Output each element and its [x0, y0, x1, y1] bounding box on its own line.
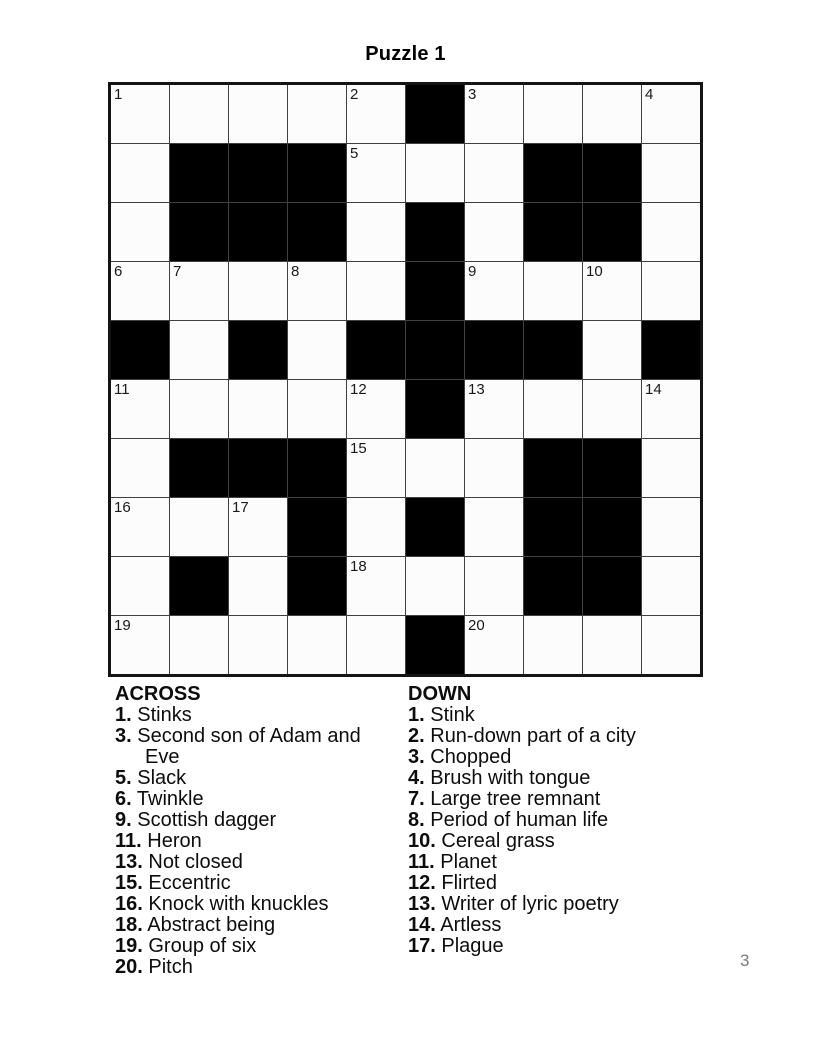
black-cell	[288, 203, 346, 261]
clue-number: 9.	[115, 809, 132, 831]
clue-number: 16.	[115, 893, 143, 915]
white-cell	[111, 498, 169, 556]
clue-item: 5. Slack	[115, 767, 187, 789]
page-number: 3	[740, 951, 750, 970]
clue-number: 15.	[115, 872, 143, 894]
white-cell	[229, 85, 287, 143]
white-cell	[642, 85, 700, 143]
clue-number: 20.	[115, 956, 143, 978]
black-cell	[406, 203, 464, 261]
white-cell	[347, 557, 405, 615]
clue-item: 13. Not closed	[115, 851, 243, 873]
clue-item: 1. Stinks	[115, 704, 192, 726]
cell-number: 4	[645, 86, 654, 103]
white-cell	[465, 557, 523, 615]
clue-number: 11.	[115, 830, 142, 852]
black-cell	[524, 557, 582, 615]
black-cell	[170, 439, 228, 497]
clue-number: 5.	[115, 767, 132, 789]
down-clues-section	[408, 684, 700, 957]
black-cell	[406, 616, 464, 674]
clue-number: 19.	[115, 935, 143, 957]
white-cell	[170, 85, 228, 143]
clue-item: 9. Scottish dagger	[115, 809, 277, 831]
black-cell	[406, 85, 464, 143]
clue-item: 2. Run-down part of a city	[408, 725, 636, 747]
white-cell	[642, 262, 700, 320]
across-clue-list	[115, 705, 389, 978]
clue-item: 12. Flirted	[408, 872, 497, 894]
black-cell	[465, 321, 523, 379]
black-cell	[229, 321, 287, 379]
clue-item: 15. Eccentric	[115, 872, 231, 894]
white-cell	[288, 321, 346, 379]
clue-number: 13.	[408, 893, 436, 915]
black-cell	[288, 557, 346, 615]
black-cell	[347, 321, 405, 379]
cell-number: 16	[114, 499, 131, 516]
white-cell	[642, 498, 700, 556]
clue-number: 2.	[408, 725, 425, 747]
white-cell	[406, 144, 464, 202]
cell-number: 8	[291, 263, 300, 280]
white-cell	[170, 498, 228, 556]
clue-number: 12.	[408, 872, 436, 894]
white-cell	[229, 380, 287, 438]
clue-number: 11.	[408, 851, 435, 873]
white-cell	[583, 616, 641, 674]
white-cell	[170, 262, 228, 320]
clue-number: 6.	[115, 788, 132, 810]
white-cell	[406, 557, 464, 615]
white-cell	[170, 321, 228, 379]
white-cell	[642, 380, 700, 438]
clue-number: 1.	[115, 704, 132, 726]
clue-item: 10. Cereal grass	[408, 830, 555, 852]
white-cell	[111, 144, 169, 202]
white-cell	[583, 321, 641, 379]
white-cell	[347, 203, 405, 261]
white-cell	[465, 439, 523, 497]
white-cell	[583, 380, 641, 438]
clue-number: 10.	[408, 830, 436, 852]
clue-item: 4. Brush with tongue	[408, 767, 591, 789]
clue-item: 18. Abstract being	[115, 914, 276, 936]
clue-item: 13. Writer of lyric poetry	[408, 893, 619, 915]
cell-number: 13	[468, 381, 485, 398]
white-cell	[465, 203, 523, 261]
clue-item: 11. Heron	[115, 830, 202, 852]
white-cell	[347, 144, 405, 202]
cell-number: 6	[114, 263, 123, 280]
white-cell	[229, 616, 287, 674]
crossword-grid	[108, 82, 703, 677]
cell-number: 2	[350, 86, 359, 103]
clue-item: 20. Pitch	[115, 956, 193, 978]
white-cell	[111, 85, 169, 143]
white-cell	[524, 380, 582, 438]
clue-item: 3. Second son of Adam and Eve	[115, 725, 361, 768]
clue-item: 17. Plague	[408, 935, 504, 957]
white-cell	[288, 262, 346, 320]
clue-number: 3.	[115, 725, 132, 747]
white-cell	[642, 144, 700, 202]
black-cell	[229, 203, 287, 261]
black-cell	[170, 144, 228, 202]
cell-number: 11	[114, 381, 130, 398]
cell-number: 15	[350, 440, 367, 457]
white-cell	[406, 439, 464, 497]
white-cell	[465, 616, 523, 674]
cell-number: 19	[114, 617, 131, 634]
white-cell	[465, 380, 523, 438]
clue-number: 4.	[408, 767, 425, 789]
white-cell	[347, 85, 405, 143]
white-cell	[347, 498, 405, 556]
black-cell	[524, 439, 582, 497]
clue-number: 14.	[408, 914, 436, 936]
cell-number: 14	[645, 381, 662, 398]
clue-number: 13.	[115, 851, 143, 873]
black-cell	[406, 321, 464, 379]
white-cell	[642, 203, 700, 261]
white-cell	[583, 85, 641, 143]
clue-item: 14. Artless	[408, 914, 502, 936]
white-cell	[347, 616, 405, 674]
clue-item: 7. Large tree remnant	[408, 788, 601, 810]
white-cell	[111, 203, 169, 261]
black-cell	[583, 557, 641, 615]
black-cell	[642, 321, 700, 379]
white-cell	[347, 262, 405, 320]
across-header: ACROSS	[115, 683, 201, 705]
clue-number: 18.	[115, 914, 143, 936]
white-cell	[347, 380, 405, 438]
black-cell	[524, 144, 582, 202]
black-cell	[288, 439, 346, 497]
white-cell	[288, 616, 346, 674]
cell-number: 9	[468, 263, 477, 280]
cell-number: 7	[173, 263, 182, 280]
black-cell	[583, 439, 641, 497]
cell-number: 17	[232, 499, 249, 516]
white-cell	[465, 498, 523, 556]
across-clues-section	[115, 684, 389, 978]
white-cell	[111, 616, 169, 674]
white-cell	[111, 380, 169, 438]
black-cell	[524, 203, 582, 261]
cell-number: 5	[350, 145, 359, 162]
cell-number: 20	[468, 617, 485, 634]
white-cell	[288, 380, 346, 438]
clue-number: 17.	[408, 935, 436, 957]
black-cell	[170, 557, 228, 615]
cell-number: 10	[586, 263, 603, 280]
black-cell	[288, 144, 346, 202]
white-cell	[170, 616, 228, 674]
cell-number: 3	[468, 86, 477, 103]
white-cell	[111, 557, 169, 615]
page-title: Puzzle 1	[365, 43, 446, 65]
cell-number: 18	[350, 558, 367, 575]
down-clue-list	[408, 705, 700, 957]
black-cell	[229, 144, 287, 202]
black-cell	[111, 321, 169, 379]
black-cell	[170, 203, 228, 261]
clue-item: 8. Period of human life	[408, 809, 609, 831]
white-cell	[229, 498, 287, 556]
clue-number: 8.	[408, 809, 425, 831]
clue-item: 16. Knock with knuckles	[115, 893, 329, 915]
clue-item: 3. Chopped	[408, 746, 512, 768]
white-cell	[465, 85, 523, 143]
black-cell	[406, 380, 464, 438]
cell-number: 12	[350, 381, 367, 398]
clue-item: 19. Group of six	[115, 935, 257, 957]
white-cell	[465, 262, 523, 320]
clue-number: 1.	[408, 704, 425, 726]
black-cell	[583, 498, 641, 556]
black-cell	[583, 144, 641, 202]
black-cell	[288, 498, 346, 556]
white-cell	[170, 380, 228, 438]
white-cell	[347, 439, 405, 497]
white-cell	[111, 439, 169, 497]
black-cell	[229, 439, 287, 497]
black-cell	[583, 203, 641, 261]
clue-item: 11. Planet	[408, 851, 497, 873]
clue-number: 7.	[408, 788, 425, 810]
black-cell	[524, 321, 582, 379]
white-cell	[229, 557, 287, 615]
black-cell	[524, 498, 582, 556]
white-cell	[583, 262, 641, 320]
white-cell	[524, 616, 582, 674]
black-cell	[406, 262, 464, 320]
white-cell	[642, 557, 700, 615]
white-cell	[229, 262, 287, 320]
white-cell	[524, 85, 582, 143]
clue-item: 6. Twinkle	[115, 788, 204, 810]
white-cell	[642, 616, 700, 674]
white-cell	[288, 85, 346, 143]
white-cell	[465, 144, 523, 202]
down-header: DOWN	[408, 683, 472, 705]
clue-item: 1. Stink	[408, 704, 475, 726]
white-cell	[642, 439, 700, 497]
clue-number: 3.	[408, 746, 425, 768]
black-cell	[406, 498, 464, 556]
white-cell	[524, 262, 582, 320]
cell-number: 1	[114, 86, 123, 103]
white-cell	[111, 262, 169, 320]
